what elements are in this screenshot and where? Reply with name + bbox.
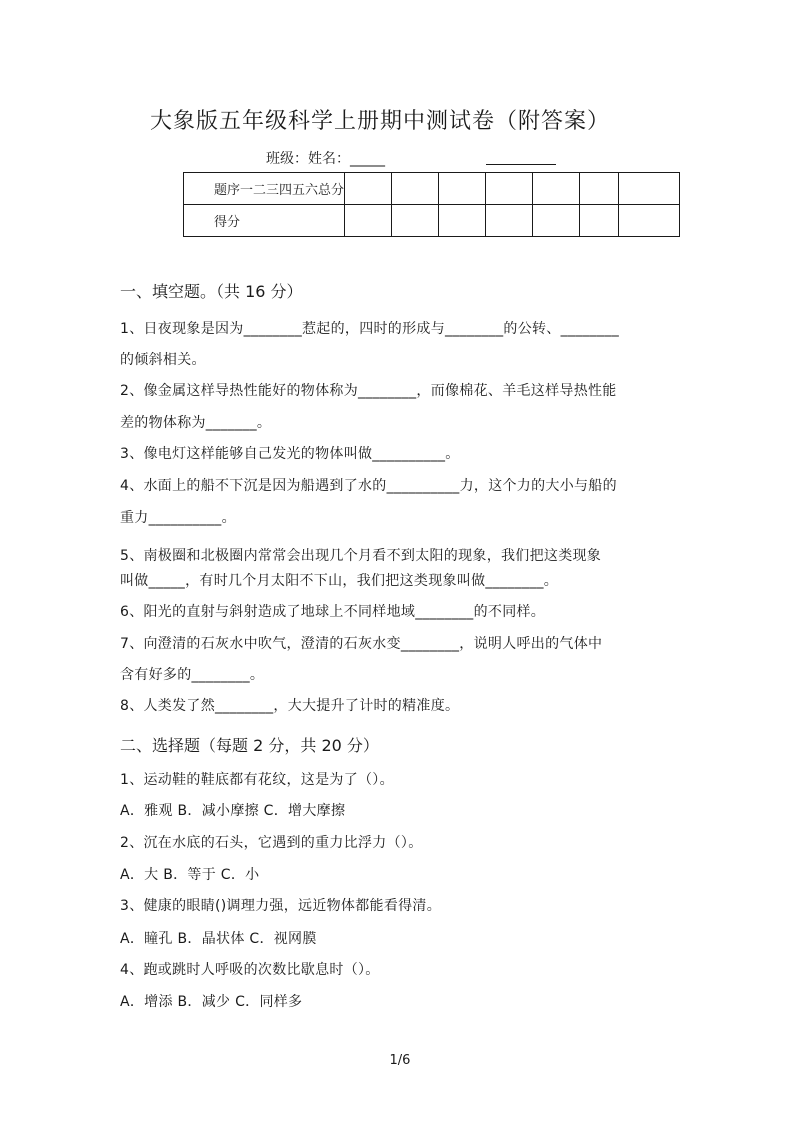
score-cell [580,205,619,237]
question-line: 4、水面上的船不下沉是因为船遇到了水的__________力，这个力的大小与船的 [120,478,617,494]
score-cell [619,173,680,205]
choice-line: A．增添 B．减少 C．同样多 [120,994,303,1010]
question-line: 3、像电灯这样能够自己发光的物体叫做__________。 [120,446,460,462]
choice-line: A．雅观 B．减小摩擦 C．增大摩擦 [120,803,346,819]
question-line: 7、向澄清的石灰水中吹气，澄清的石灰水变________，说明人呼出的气体中 [120,636,603,652]
score-cell [345,205,392,237]
document-title: 大象版五年级科学上册期中测试卷（附答案） [149,109,610,134]
question-line: 差的物体称为_______。 [120,415,272,431]
section-heading-fill-blank: 一、填空题。（共 16 分） [120,282,303,301]
question-line: 1、日夜现象是因为________惹起的，四时的形成与________的公转、________ [120,321,620,337]
score-cell [392,205,439,237]
score-cell [580,173,619,205]
score-cell [619,205,680,237]
score-cell [486,173,533,205]
blank-line [486,148,556,165]
score-table-score-row [184,205,680,237]
question-line: 2、像金属这样导热性能好的物体称为________，而像棉花、羊毛这样导热性能 [120,383,617,399]
score-table-row-label: 得分 [184,205,345,237]
score-table-header-label: 题序一二三四五六总分 [184,173,345,205]
score-cell [439,205,486,237]
question-line: 叫做_____，有时几个月太阳不下山，我们把这类现象叫做________。 [120,573,559,589]
question-line: 含有好多的________。 [120,667,265,683]
score-cell [392,173,439,205]
score-table [183,172,680,237]
score-cell [439,173,486,205]
class-name-line: 班级：姓名：_____ [266,151,385,167]
score-cell [345,173,392,205]
question-line: 6、阳光的直射与斜射造成了地球上不同样地域________的不同样。 [120,604,546,620]
question-line: 3、健康的眼睛()调理力强，远近物体都能看得清。 [120,898,442,914]
choice-line: A．瞳孔 B．晶状体 C．视网膜 [120,931,317,947]
question-line: 4、跑或跳时人呼吸的次数比歇息时（）。 [120,962,380,978]
score-table-header-row [184,173,680,205]
question-line: 2、沉在水底的石头，它遇到的重力比浮力（）。 [120,835,423,851]
score-cell [533,173,580,205]
question-line: 的倾斜相关。 [120,352,206,368]
question-line: 重力__________。 [120,510,236,526]
question-line: 8、人类发了然________，大大提升了计时的精准度。 [120,698,460,714]
score-cell [486,205,533,237]
section-heading-multiple-choice: 二、选择题（每题 2 分，共 20 分） [120,736,379,755]
question-line: 1、运动鞋的鞋底都有花纹，这是为了（）。 [120,772,394,788]
score-cell [533,205,580,237]
question-line: 5、南极圈和北极圈内常常会出现几个月看不到太阳的现象，我们把这类现象 [120,548,602,564]
choice-line: A．大 B．等于 C．小 [120,867,260,883]
page-number: 1/6 [389,1053,411,1068]
